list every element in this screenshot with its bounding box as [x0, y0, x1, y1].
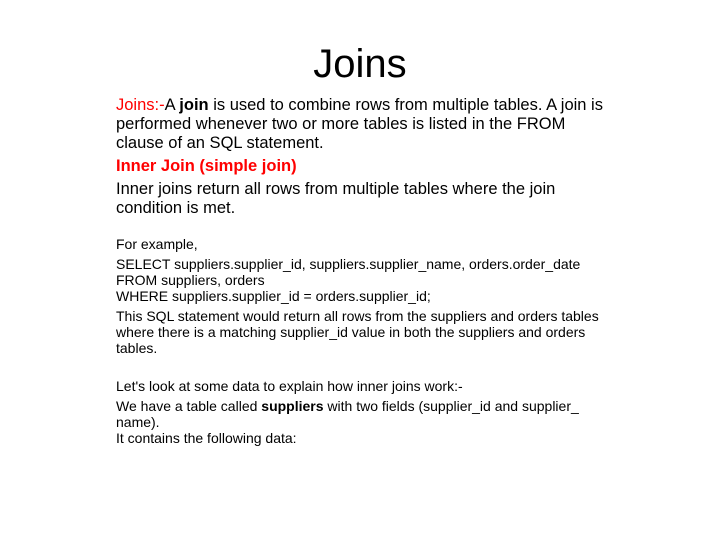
sql-explanation: This SQL statement would return all rows from the suppliers and orders tables where there is a matching supplier_id value in both the suppliers and orders tables. — [116, 308, 599, 356]
sql-statement — [116, 256, 616, 304]
table-intro-text-b: with two fields (supplier_id and supplier_ name). — [116, 398, 579, 430]
intro-text-a: A — [164, 96, 180, 114]
intro-paragraph — [116, 96, 616, 153]
table-intro-text-a: We have a table called — [116, 398, 262, 414]
for-example-text: For example, — [116, 236, 198, 252]
inner-join-description: Inner joins return all rows from multiple tables where the join condition is met. — [116, 180, 556, 217]
spacer — [116, 222, 616, 236]
joins-label: Joins:- — [116, 96, 165, 114]
sql-line-select: SELECT suppliers.supplier_id, suppliers.supplier_name, orders.order_date — [116, 256, 581, 272]
inner-join-heading: Inner Join (simple join) — [116, 157, 297, 175]
sql-line-where: WHERE suppliers.supplier_id = orders.supplier_id; — [116, 288, 431, 304]
join-keyword: join — [179, 96, 209, 114]
contains-text: It contains the following data: — [116, 430, 297, 446]
spacer — [116, 360, 616, 378]
slide-title: Joins — [313, 42, 407, 86]
suppliers-table-name: suppliers — [261, 398, 324, 414]
lets-look-text: Let's look at some data to explain how inner joins work:- — [116, 378, 463, 394]
intro-text-b: is used to combine rows from multiple tables. A join is performed whenever two or more tables is listed in the FROM clause of an SQL statement. — [116, 96, 603, 152]
slide-body — [116, 96, 616, 450]
table-intro-paragraph — [116, 398, 616, 446]
sql-line-from: FROM suppliers, orders — [116, 272, 265, 288]
